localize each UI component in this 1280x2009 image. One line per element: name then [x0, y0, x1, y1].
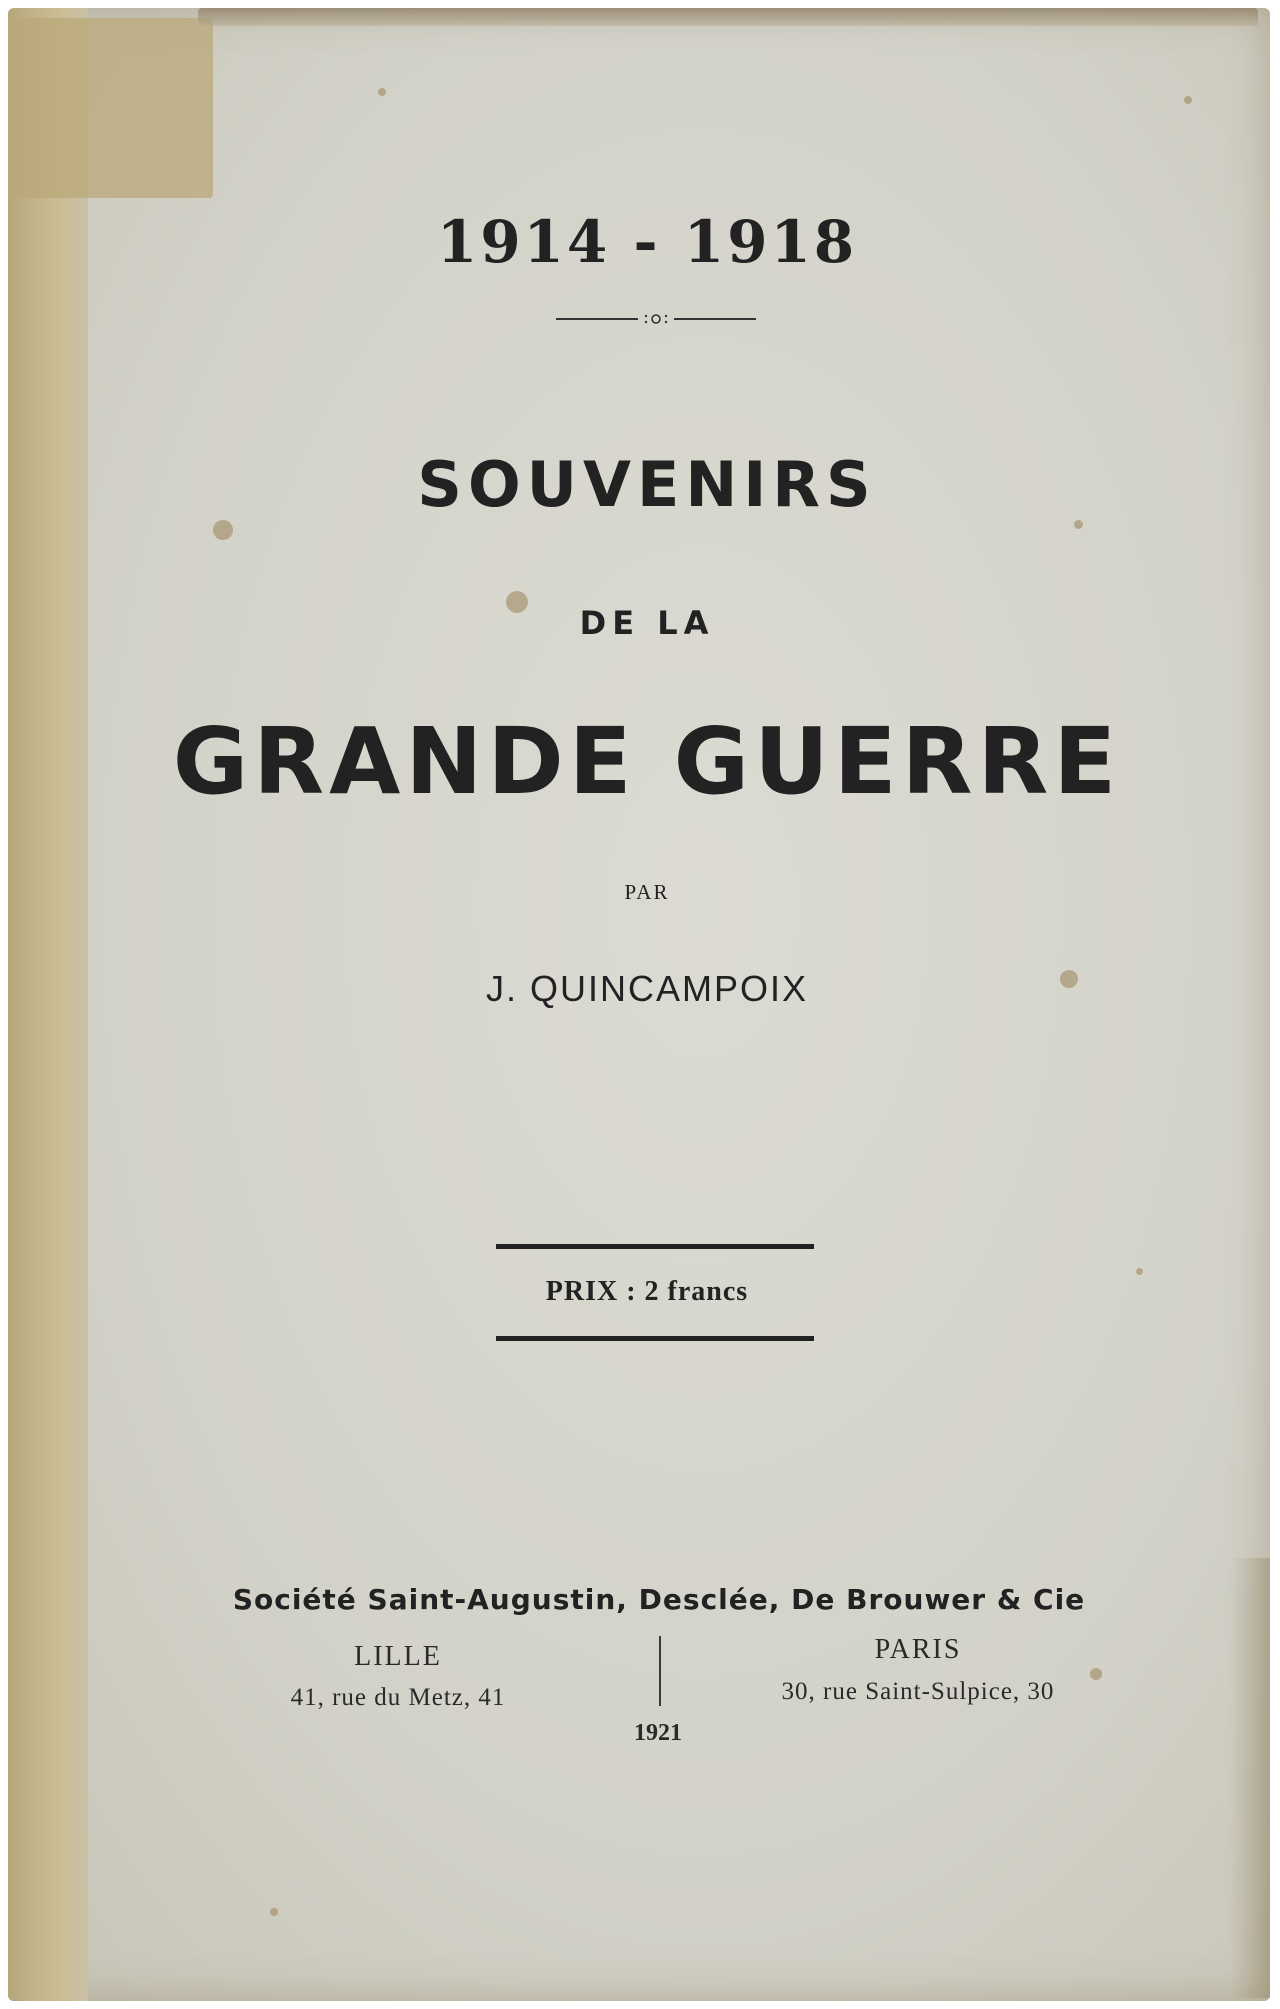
ornament-divider-icon [556, 312, 756, 326]
address-paris: 30, rue Saint-Sulpice, 30 [781, 1678, 1055, 1705]
byline-par: PAR [624, 880, 670, 904]
title-souvenirs: SOUVENIRS [417, 448, 877, 521]
address-divider [659, 1636, 661, 1706]
foxing-spot [378, 88, 386, 96]
book-cover [8, 8, 1270, 2001]
foxing-spot [1136, 1268, 1143, 1275]
years-heading: 1914 - 1918 [436, 208, 858, 276]
title-de-la: DE LA [579, 604, 715, 642]
author-name: J. QUINCAMPOIX [485, 968, 809, 1009]
city-lille: LILLE [354, 1641, 442, 1672]
worn-top-edge [198, 8, 1258, 26]
title-grande-guerre: GRANDE GUERRE [172, 708, 1122, 815]
address-lille: 41, rue du Metz, 41 [290, 1684, 506, 1711]
city-paris: PARIS [874, 1634, 962, 1665]
price-rule-top [496, 1244, 814, 1249]
foxing-spot [1184, 96, 1192, 104]
publisher-name: Société Saint-Augustin, Desclée, De Brouwer & Cie [232, 1583, 1086, 1616]
price-rule-bottom [496, 1336, 814, 1341]
foxing-spot [1074, 520, 1083, 529]
worn-right-edge [1230, 1558, 1270, 1998]
foxing-spot [213, 520, 233, 540]
tape-patch [8, 18, 213, 198]
price-label: PRIX : 2 francs [545, 1276, 749, 1307]
foxing-spot [270, 1908, 278, 1916]
publication-year: 1921 [634, 1720, 682, 1746]
